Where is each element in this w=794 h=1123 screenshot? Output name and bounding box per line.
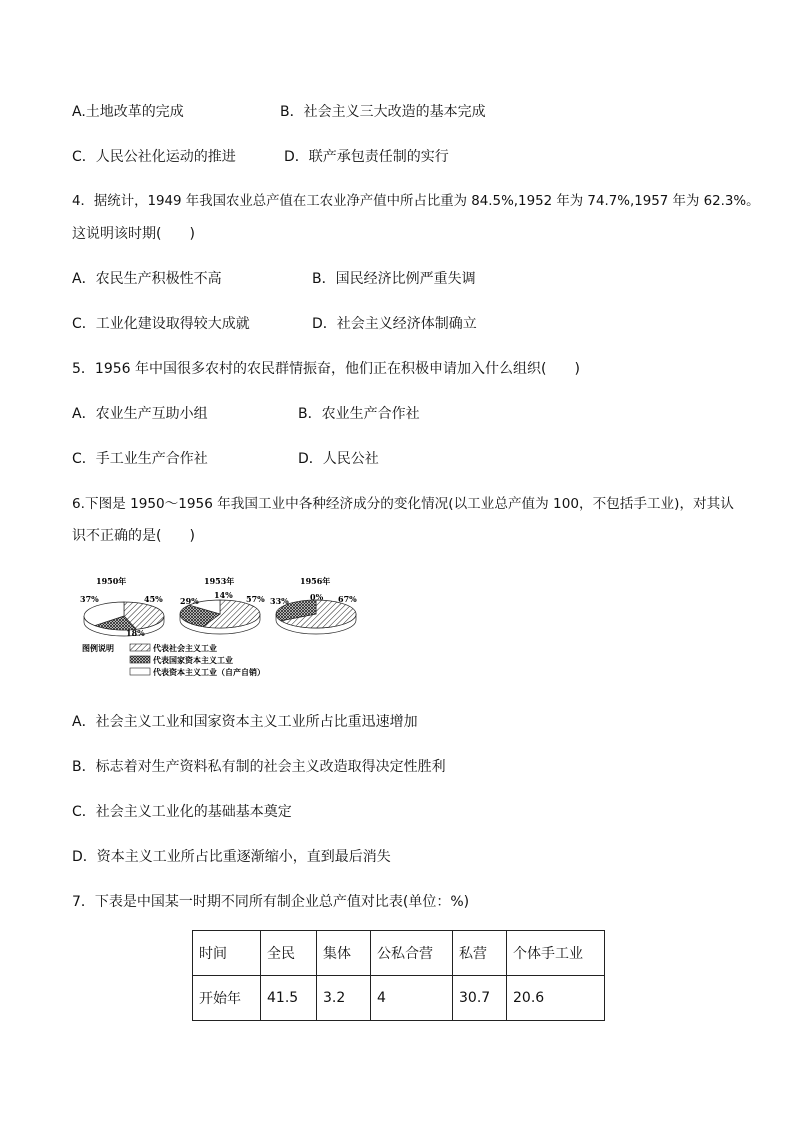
table-header-cell: 公私合营 [371,931,453,976]
q6-stem-line1: 6.下图是 1950～1956 年我国工业中各种经济成分的变化情况(以工业总产值为 100，不包括手工业)，对其认 [72,496,734,512]
legend-swatch-state-capitalist [130,656,150,663]
q6-stem-line2: 识不正确的是( ) [72,528,195,544]
table-cell: 4 [371,976,453,1021]
q4-option-a: A．农民生产积极性不高 [72,271,222,287]
q3-option-c: C．人民公社化运动的推进 [72,149,236,165]
legend-label-socialist: 代表社会主义工业 [153,643,217,653]
pie-slice-label: 18% [126,628,145,638]
q4-stem-line2: 这说明该时期( ) [72,226,195,242]
pie-slice-label: 33% [270,596,289,606]
table-cell: 3.2 [317,976,371,1021]
pie-chart [270,576,357,634]
q3-option-d: D．联产承包责任制的实行 [284,149,449,165]
table-cell: 30.7 [453,976,507,1021]
pie-title: 1953年 [204,576,235,586]
q5-stem: 5．1956 年中国很多农村的农民群情振奋，他们正在积极申请加入什么组织( ) [72,361,580,377]
pie-slice-label: 14% [214,590,233,600]
pie-slice-label: 37% [80,594,99,604]
q6-option-a: A．社会主义工业和国家资本主义工业所占比重迅速增加 [72,714,418,730]
legend-label-capitalist: 代表资本主义工业（自产自销） [153,667,265,677]
pie-charts-svg [78,572,378,684]
table-header-cell: 时间 [193,931,261,976]
q5-option-d: D．人民公社 [298,451,379,467]
q3-option-a: A.土地改革的完成 [72,104,184,120]
q6-option-d: D．资本主义工业所占比重逐渐缩小，直到最后消失 [72,849,391,865]
legend-swatch-socialist [130,644,150,651]
q5-option-a: A．农业生产互助小组 [72,406,208,422]
q5-option-b: B．农业生产合作社 [298,406,420,422]
legend-label-state-capitalist: 代表国家资本主义工业 [153,655,233,665]
table-cell: 41.5 [261,976,317,1021]
ownership-output-table [192,930,605,1021]
table-header-cell: 个体手工业 [507,931,605,976]
pie-charts-figure [78,572,378,684]
table-header-cell: 私营 [453,931,507,976]
q4-option-c: C．工业化建设取得较大成就 [72,316,250,332]
q4-stem-line1: 4．据统计，1949 年我国农业总产值在工农业净产值中所占比重为 84.5%,1952 年为 74.7%,1957 年为 62.3%。 [72,194,760,209]
q5-option-c: C．手工业生产合作社 [72,451,208,467]
pie-chart [80,576,164,638]
table-row [193,976,605,1021]
table-header-cell: 集体 [317,931,371,976]
pie-slice-label: 0% [310,592,324,602]
table-cell: 开始年 [193,976,261,1021]
q4-option-d: D．社会主义经济体制确立 [312,316,477,332]
q6-option-b: B．标志着对生产资料私有制的社会主义改造取得决定性胜利 [72,759,446,775]
q6-option-c: C．社会主义工业化的基础基本奠定 [72,804,292,820]
table-cell: 20.6 [507,976,605,1021]
q3-option-b: B．社会主义三大改造的基本完成 [280,104,486,120]
q4-option-b: B．国民经济比例严重失调 [312,271,476,287]
pies-layer [80,576,357,638]
table-header-cell: 全民 [261,931,317,976]
pie-slice-label: 29% [180,596,199,606]
pie-title: 1956年 [300,576,331,586]
q7-stem: 7．下表是中国某一时期不同所有制企业总产值对比表(单位：%) [72,894,470,910]
table-header-row [193,931,605,976]
legend-swatch-capitalist [130,668,150,675]
legend-title: 图例说明 [82,643,114,653]
pie-slice-label: 67% [338,594,357,604]
pie-slice-label: 45% [144,594,163,604]
pie-slice-label: 57% [246,594,265,604]
pie-title: 1950年 [96,576,127,586]
pie-chart [180,576,265,634]
